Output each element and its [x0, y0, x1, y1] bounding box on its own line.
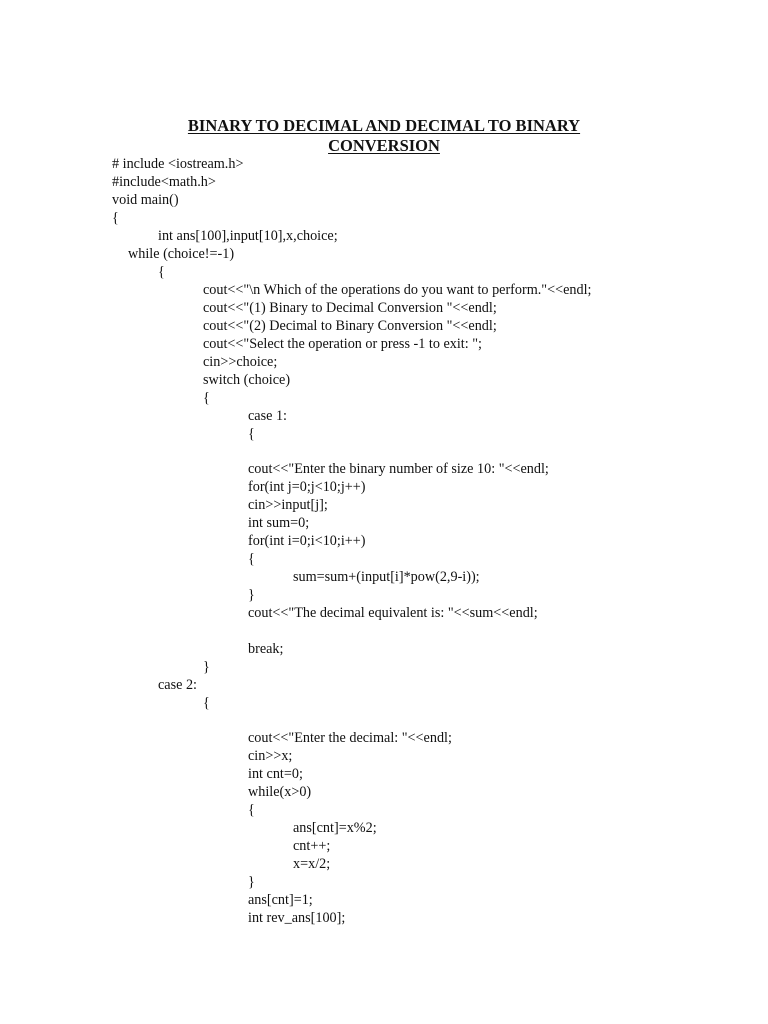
code-line: cin>>x; — [248, 748, 293, 764]
code-line: cout<<"(2) Decimal to Binary Conversion "<<endl; — [203, 318, 497, 334]
code-line: # include <iostream.h> — [112, 156, 244, 172]
code-line: { — [112, 210, 119, 226]
code-line: } — [203, 659, 210, 675]
document-title-line-1: BINARY TO DECIMAL AND DECIMAL TO BINARY — [187, 116, 581, 135]
code-line: cout<<"\n Which of the operations do you want to perform."<<endl; — [203, 282, 592, 298]
code-line: ans[cnt]=x%2; — [293, 820, 377, 836]
code-line: void main() — [112, 192, 179, 208]
code-line: int sum=0; — [248, 515, 310, 531]
code-line: cout<<"Select the operation or press -1 to exit: "; — [203, 336, 482, 352]
code-line: ans[cnt]=1; — [248, 892, 313, 908]
code-line: case 2: — [158, 677, 197, 693]
code-line: sum=sum+(input[i]*pow(2,9-i)); — [293, 569, 480, 585]
code-line: cnt++; — [293, 838, 331, 854]
code-line: int rev_ans[100]; — [248, 910, 346, 926]
code-line: cin>>input[j]; — [248, 497, 328, 513]
code-line: for(int i=0;i<10;i++) — [248, 533, 366, 549]
code-line: { — [248, 802, 255, 818]
code-line: { — [158, 264, 165, 280]
code-line: int ans[100],input[10],x,choice; — [158, 228, 338, 244]
code-line: break; — [248, 641, 284, 657]
code-line: #include<math.h> — [112, 174, 216, 190]
code-line: } — [248, 874, 255, 890]
code-line: { — [203, 695, 210, 711]
code-line: cout<<"Enter the binary number of size 10: "<<endl; — [248, 461, 549, 477]
code-line: cout<<"(1) Binary to Decimal Conversion "<<endl; — [203, 300, 497, 316]
code-line: { — [203, 390, 210, 406]
code-line: int cnt=0; — [248, 766, 303, 782]
code-line: while (choice!=-1) — [128, 246, 235, 262]
code-line: cout<<"Enter the decimal: "<<endl; — [248, 730, 452, 746]
document-title-line-2: CONVERSION — [328, 136, 440, 155]
code-line: cout<<"The decimal equivalent is: "<<sum<<endl; — [248, 605, 538, 621]
code-line: while(x>0) — [248, 784, 312, 800]
code-line: { — [248, 551, 255, 567]
code-line: cin>>choice; — [203, 354, 278, 370]
code-line: switch (choice) — [203, 372, 291, 388]
code-line: x=x/2; — [293, 856, 331, 872]
code-line: { — [248, 426, 255, 442]
code-line: for(int j=0;j<10;j++) — [248, 479, 366, 495]
code-line: case 1: — [248, 408, 287, 424]
code-line: } — [248, 587, 255, 603]
